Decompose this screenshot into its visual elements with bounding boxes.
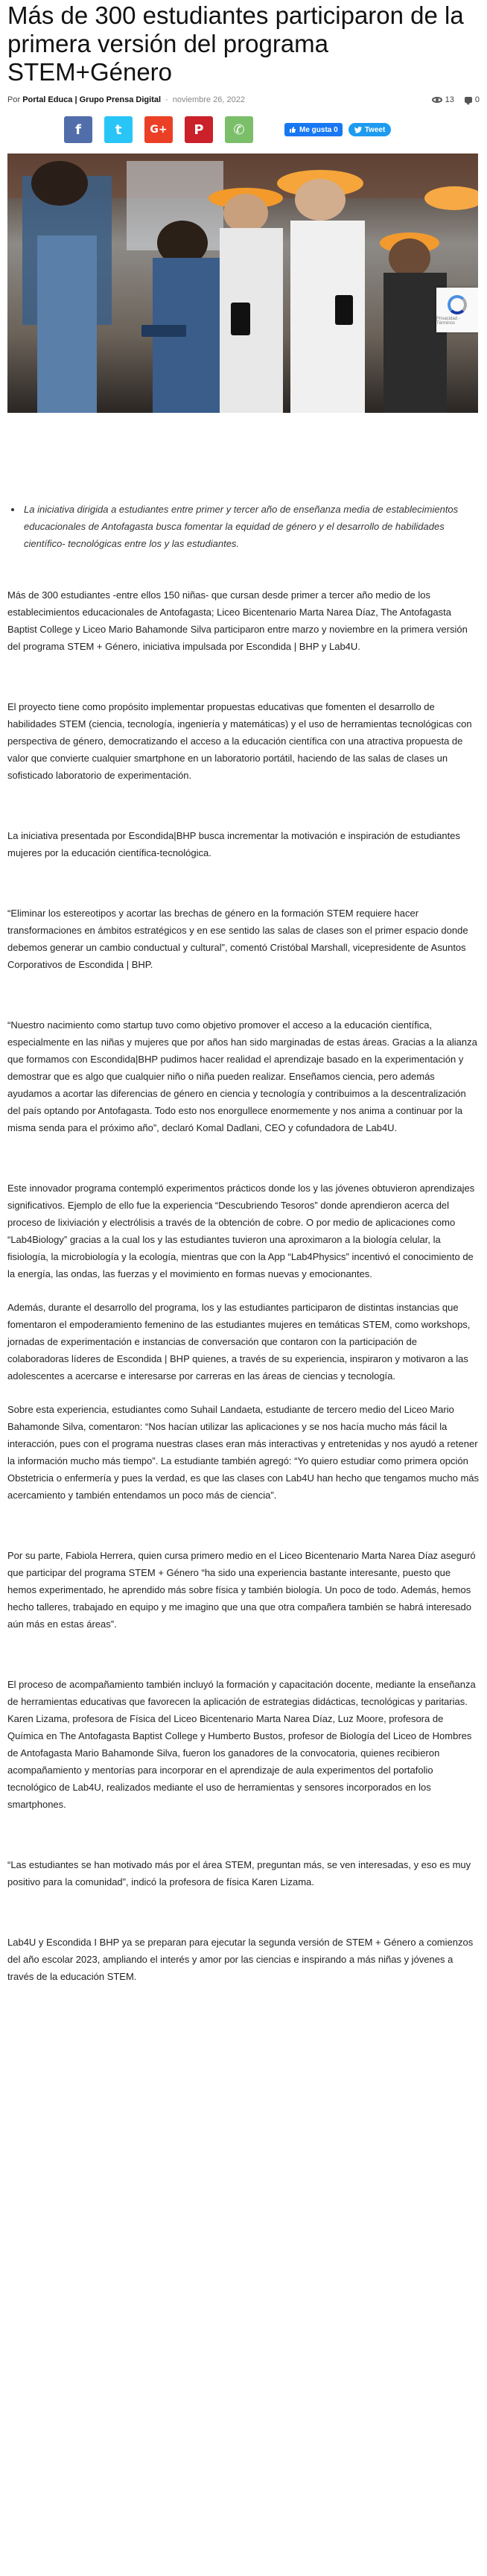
summary-item: • La iniciativa dirigida a estudiantes entre primer y tercer año de enseñanza media de establecimientos educacionales de Antofagasta busca fomentar la equidad de género y el desarrollo de habilidades científico- tecnológicas entre los y las estudiantes. [22, 501, 480, 552]
facebook-icon: f [75, 121, 81, 138]
thumbs-up-icon [289, 126, 296, 133]
twitter-bird-icon [354, 127, 362, 133]
article-paragraph: El proyecto tiene como propósito implementar propuestas educativas que fomenten el desarrollo de habilidades STEM (ciencia, tecnología, ingeniería y matemáticas) y el uso de herramientas tecnológicas con perspectiva de género, democratizando el acceso a la educación científica con una atractiva propuesta de valor que convierte cualquier smartphone en un laboratorio portátil, haciendo de las salas de clases un sofisticado laboratorio de experimentación. [7, 701, 472, 781]
article-paragraph: Sobre esta experiencia, estudiantes como Suhail Landaeta, estudiante de tercero medio del Liceo Mario Bahamonde Silva, comentaron: “Nos hacían utilizar las aplicaciones y se nos hacía mucho más fácil la interacción, pues con el programa nuestras clases eran más interactivas y entretenidas y nos ayudó a retener la información mucho más tiempo”. La estudiante también agregó: “Yo quiero estudiar como primera opción Obstetricia o enfermería y pues la verdad, es que las clases con Lab4U han hecho que tengamos mucho más acercamiento y también entendamos un poco más de ciencia”. [7, 1404, 480, 1501]
meta-separator: - [165, 95, 168, 104]
article-paragraph: “Eliminar los estereotipos y acortar las brechas de género en la formación STEM requiere hacer transformaciones en ámbitos estratégicos y en ese sentido las salas de clases son el primer espacio donde debemos generar un cambio conductual y cultural”, comentó Cristóbal Marshall, vicepresidente de Asuntos Corporativos de Escondida | BHP. [7, 908, 468, 970]
share-bar [7, 116, 480, 143]
whatsapp-share-button[interactable] [225, 116, 253, 143]
article-title: Más de 300 estudiantes participaron de la primera versión del programa STEM+Género [7, 1, 464, 86]
article-paragraph: Este innovador programa contempló experimentos prácticos donde los y las jóvenes obtuvieron aprendizajes significativos. Ejemplo de ello fue la experiencia “Descubriendo Tesoros” donde aprendieron acerca del proceso de lixiviación y electrólisis a través de la obtención de cobre. O por medio de aplicaciones como “Lab4Biology” gracias a la cual los y las estudiantes tuvieron una aproximaron a la biología celular, la fisiología, la microbiología y la ecología, mientras que con la App “Lab4Physics” incentivó el conocimiento de la energía, las ondas, las fuerzas y el movimiento en formas nuevas y emocionantes. [7, 1183, 475, 1279]
article-meta [7, 94, 480, 106]
by-label: Por [7, 95, 21, 104]
comments-count: 0 [474, 95, 480, 104]
article-paragraph: Además, durante el desarrollo del programa, los y las estudiantes participaron de distintas instancias que fomentaron el empoderamiento femenino de las estudiantes mujeres en temáticas STEM, como workshops, jornadas de experimentación e instancias de conversación que contaron con la participación de colaboradoras líderes de Escondida | BHP quienes, a través de su experiencia, inspiraron y motivaron a las adolescentes a acercarse e interesarse por carreras en las áreas de ciencias y tecnología. [7, 1302, 471, 1382]
views-counter [432, 95, 454, 104]
article-paragraph: La iniciativa presentada por Escondida|BHP busca incrementar la motivación e inspiración de estudiantes mujeres por la educación científica-tecnológica. [7, 830, 460, 858]
facebook-like-button[interactable] [284, 123, 343, 136]
article-summary [7, 501, 480, 552]
recaptcha-badge[interactable] [436, 288, 478, 332]
comments-counter[interactable] [465, 95, 480, 104]
students-photo [7, 154, 478, 413]
facebook-share-button[interactable] [64, 116, 92, 143]
recaptcha-label: Privacidad - Términos [436, 316, 460, 326]
tweet-label: Tweet [364, 125, 386, 134]
twitter-icon: t [115, 121, 122, 138]
author-link[interactable]: Portal Educa | Grupo Prensa Digital [22, 95, 162, 104]
tweet-button[interactable] [348, 123, 392, 136]
whatsapp-icon: ✆ [233, 121, 245, 138]
eye-icon [432, 97, 442, 103]
article-paragraph: Lab4U y Escondida I BHP ya se preparan para ejecutar la segunda versión de STEM + Género a comienzos del año escolar 2023, ampliando el interés y amor por las ciencias e inspirando a más niñas y jóvenes a través de la educación STEM. [7, 1937, 474, 1982]
publish-date: noviembre 26, 2022 [172, 95, 245, 104]
recaptcha-icon [448, 295, 467, 314]
article-paragraph: “Las estudiantes se han motivado más por el área STEM, preguntan más, se ven interesadas, y eso es muy positivo para la comunidad”, indicó la profesora de física Karen Lizama. [7, 1859, 471, 1887]
twitter-share-button[interactable] [104, 116, 133, 143]
pinterest-icon: P [194, 121, 204, 138]
article-paragraph: Más de 300 estudiantes -entre ellos 150 niñas- que cursan desde primer a tercer año medio de los establecimientos educacionales de Antofagasta; Liceo Bicentenario Marta Narea Díaz, The Antofagasta Baptist College y Liceo Mario Bahamonde Silva participaron entre marzo y noviembre en la primera versión del programa STEM + Género, iniciativa impulsada por Escondida | BHP y Lab4U. [7, 589, 468, 652]
article-paragraph: “Nuestro nacimiento como startup tuvo como objetivo promover el acceso a la educación científica, especialmente en las niñas y mujeres que por años han sido marginadas de estas áreas. Gracias a la alianza que formamos con Escondida|BHP pudimos hacer realidad el aprendizaje basado en la experimentación y demostrar que es algo que cualquier niño o niña pueden realizar. Enseñamos ciencia, pero además ayudamos a acortar las diferencias de género en ciencia y tecnología y contribuimos a la descentralización del país optando por Antofagasta. Todo esto nos enorgullece enormemente y nos anima a continuar por la misma senda para el próximo año”, declaró Komal Dadlani, CEO y cofundadora de Lab4U. [7, 1019, 477, 1133]
google-plus-icon: G+ [150, 124, 168, 136]
article-paragraph: Por su parte, Fabiola Herrera, quien cursa primero medio en el Liceo Bicentenario Marta Narea Díaz aseguró que participar del programa STEM + Género “ha sido una experiencia bastante interesante, puesto que hemos experimentado, he aprendido más sobre física y también biología. Un poco de todo. Además, hemos hecho talleres, trabajado en equipo y me imagino que una que otra compañera también se habrá interesado aún más en estas áreas”. [7, 1550, 476, 1630]
featured-image [7, 154, 478, 413]
like-label: Me gusta 0 [299, 125, 338, 134]
views-count: 13 [445, 95, 454, 104]
article-paragraph: El proceso de acompañamiento también incluyó la formación y capacitación docente, mediante la enseñanza de herramientas educativas que favorecen la aplicación de estrategias didácticas, tecnológicas y paritarias. Karen Lizama, profesora de Física del Liceo Bicentenario Marta Narea Díaz, Luz Moore, profesora de Química en The Antofagasta Baptist College y Humberto Bustos, profesor de Biología del Liceo de Hombres de Antofagasta Mario Bahamonde Silva, fueron los ganadores de la convocatoria, quienes recibieron acompañamiento y mentorías para incorporar en el aprendizaje de aula experimentos del portafolio tecnológico de Lab4U, realizados mediante el uso de herramientas y sensores incorporados en los smartphones. [7, 1679, 476, 1810]
article-stats [432, 95, 480, 104]
google-plus-share-button[interactable] [144, 116, 173, 143]
pinterest-share-button[interactable] [185, 116, 213, 143]
comment-icon [465, 97, 472, 103]
